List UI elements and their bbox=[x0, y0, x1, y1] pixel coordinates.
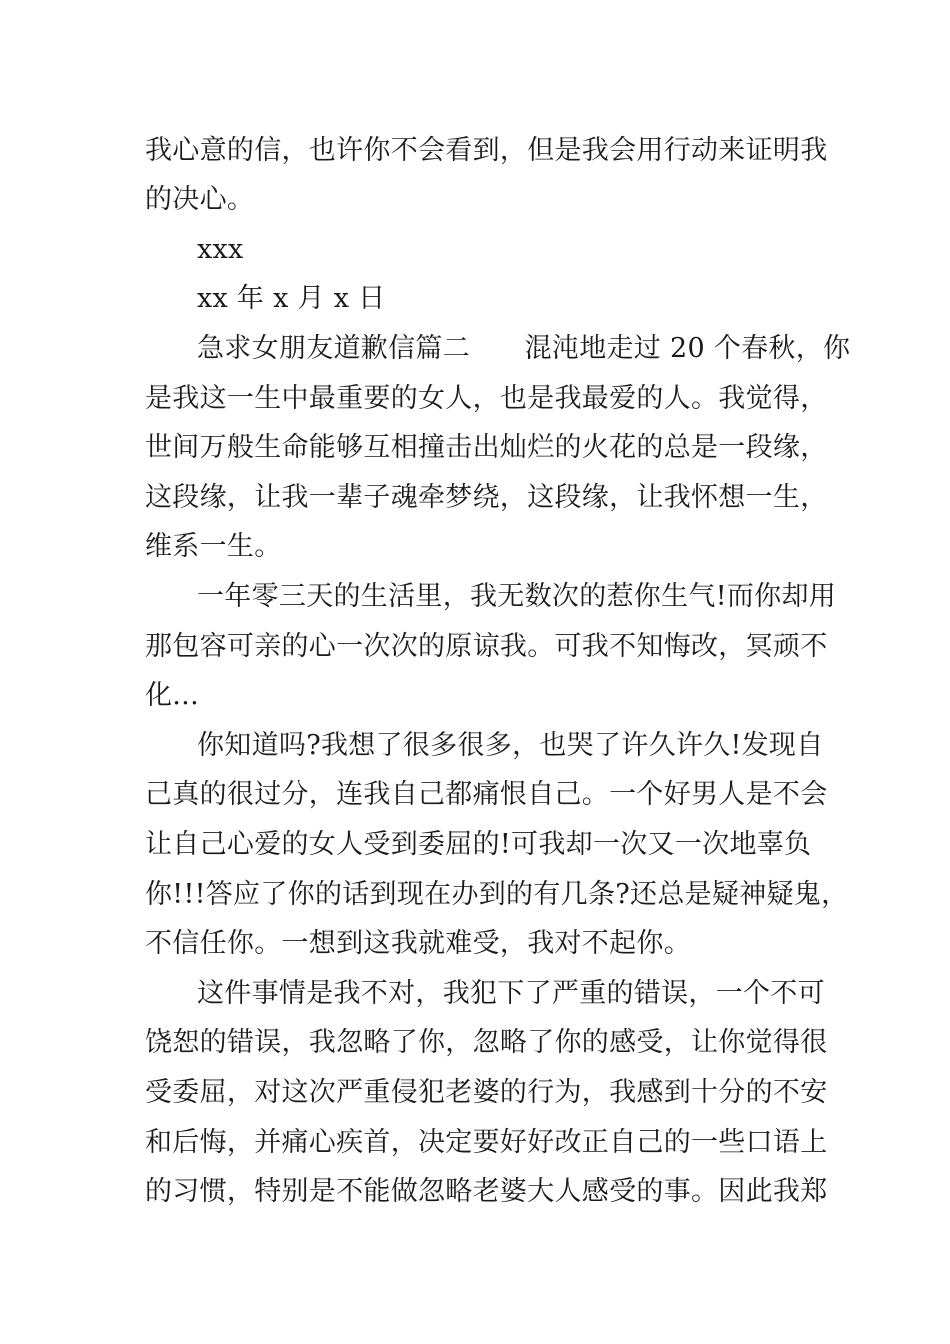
text-line: 让自己心爱的女人受到委屈的!可我却一次又一次地辜负 bbox=[145, 829, 812, 860]
signature-date: xx 年 x 月 x 日 bbox=[197, 283, 386, 314]
text-line: 维系一生。 bbox=[145, 531, 282, 562]
text-line: 受委屈，对这次严重侵犯老婆的行为，我感到十分的不安 bbox=[145, 1077, 828, 1108]
paragraph-start: 一年零三天的生活里，我无数次的惹你生气!而你却用 bbox=[197, 581, 837, 612]
text-line: 己真的很过分，连我自己都痛恨自己。一个好男人是不会 bbox=[145, 779, 828, 810]
text-line: 是我这一生中最重要的女人，也是我最爱的人。我觉得， bbox=[145, 383, 828, 414]
text-line: 那包容可亲的心一次次的原谅我。可我不知悔改，冥顽不 bbox=[145, 631, 828, 662]
section-heading: 急求女朋友道歉信篇二 混沌地走过 20 个春秋，你 bbox=[197, 333, 851, 364]
signature-name: xxx bbox=[197, 234, 244, 265]
text-line: 化... bbox=[145, 680, 199, 711]
text-line: 不信任你。一想到这我就难受，我对不起你。 bbox=[145, 928, 691, 959]
text-line: 世间万般生命能够互相撞击出灿烂的火花的总是一段缘， bbox=[145, 432, 828, 463]
text-line: 的习惯，特别是不能做忽略老婆大人感受的事。因此我郑 bbox=[145, 1176, 828, 1207]
text-line: 的决心。 bbox=[145, 184, 255, 215]
text-line: 这段缘，让我一辈子魂牵梦绕，这段缘，让我怀想一生， bbox=[145, 482, 828, 513]
text-line: 我心意的信，也许你不会看到，但是我会用行动来证明我 bbox=[145, 135, 828, 166]
text-line: 你!!!答应了你的话到现在办到的有几条?还总是疑神疑鬼， bbox=[145, 879, 849, 910]
text-line: 和后悔，并痛心疾首，决定要好好改正自己的一些口语上 bbox=[145, 1127, 828, 1158]
text-line: 饶恕的错误，我忽略了你，忽略了你的感受，让你觉得很 bbox=[145, 1027, 828, 1058]
paragraph-start: 这件事情是我不对，我犯下了严重的错误，一个不可 bbox=[197, 978, 825, 1009]
paragraph-start: 你知道吗?我想了很多很多，也哭了许久许久!发现自 bbox=[197, 730, 824, 761]
